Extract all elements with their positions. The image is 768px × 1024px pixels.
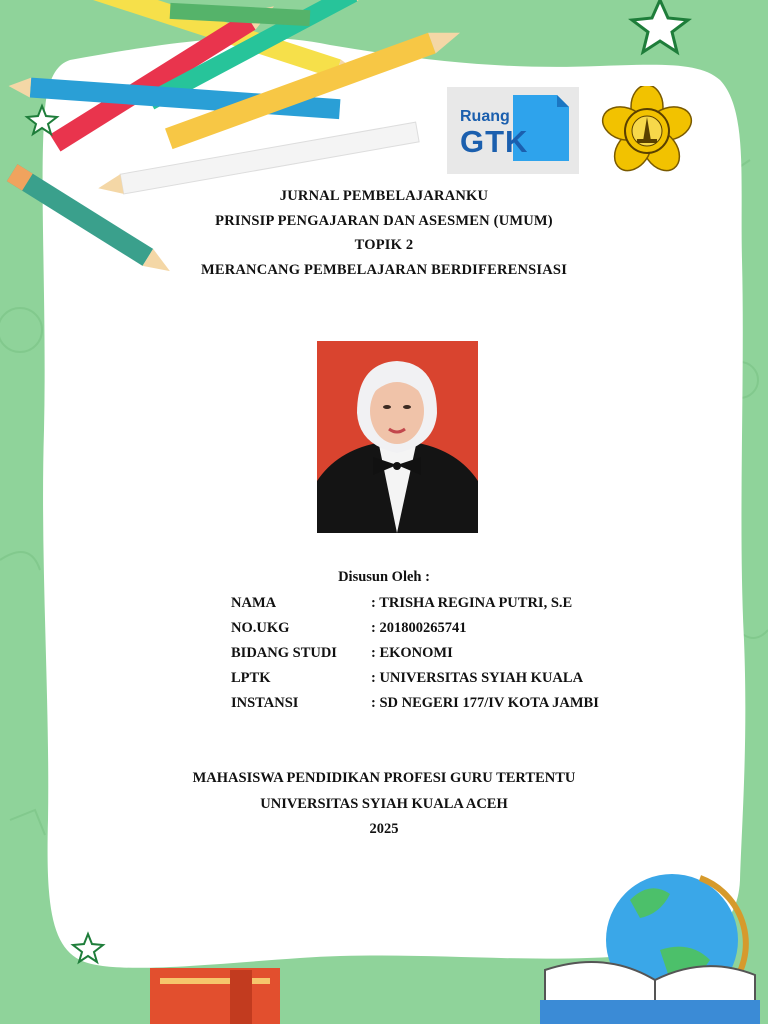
info-value: : SD NEGERI 177/IV KOTA JAMBI bbox=[371, 695, 599, 711]
title-line-4: MERANCANG PEMBELAJARAN BERDIFERENSIASI bbox=[200, 261, 568, 278]
usk-seal-icon bbox=[589, 86, 705, 176]
footer-line-1: MAHASISWA PENDIDIKAN PROFESI GURU TERTENTU bbox=[192, 770, 576, 786]
ruang-gtk-logo bbox=[447, 87, 579, 174]
title-line-3: TOPIK 2 bbox=[354, 237, 414, 253]
info-value: : UNIVERSITAS SYIAH KUALA bbox=[371, 670, 584, 686]
title-line-1: JURNAL PEMBELAJARANKU bbox=[279, 188, 489, 204]
author-heading: Disusun Oleh : bbox=[338, 569, 430, 585]
info-row bbox=[231, 666, 651, 691]
info-value: : EKONOMI bbox=[371, 645, 453, 661]
document-title bbox=[0, 184, 768, 282]
info-row bbox=[231, 691, 651, 716]
footer-year: 2025 bbox=[369, 821, 399, 837]
author-photo bbox=[317, 341, 478, 533]
gtk-logo-line1: Ruang bbox=[460, 108, 510, 125]
info-label: NO.UKG bbox=[231, 620, 290, 636]
info-value: : TRISHA REGINA PUTRI, S.E bbox=[371, 595, 573, 611]
info-row bbox=[231, 641, 651, 666]
books-icon bbox=[150, 968, 280, 1024]
info-value: : 201800265741 bbox=[371, 620, 467, 636]
document-footer bbox=[0, 766, 768, 843]
info-label: INSTANSI bbox=[231, 695, 299, 711]
info-label: BIDANG STUDI bbox=[231, 645, 337, 661]
author-info-table bbox=[231, 591, 651, 716]
info-row bbox=[231, 591, 651, 616]
footer-line-2: UNIVERSITAS SYIAH KUALA ACEH bbox=[260, 795, 508, 812]
title-line-2: PRINSIP PENGAJARAN DAN ASESMEN (UMUM) bbox=[215, 212, 553, 229]
info-row bbox=[231, 616, 651, 641]
gtk-logo-line2: GTK bbox=[460, 124, 529, 159]
info-label: NAMA bbox=[231, 595, 277, 611]
info-label: LPTK bbox=[231, 670, 271, 686]
